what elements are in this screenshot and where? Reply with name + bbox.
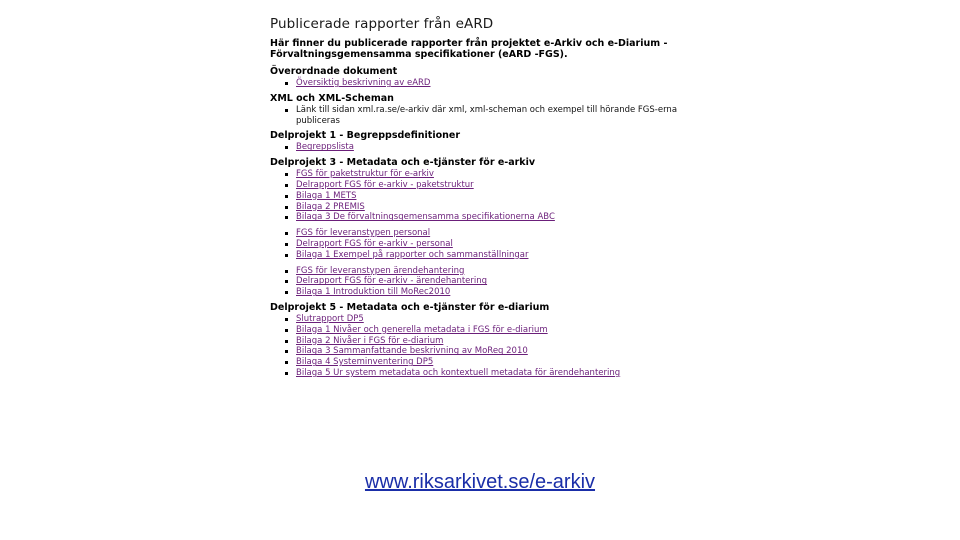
riksarkivet-e-arkiv-link[interactable]: www.riksarkivet.se/e-arkiv: [364, 471, 596, 493]
list-item: [284, 346, 706, 357]
report-list: [270, 169, 706, 223]
list-item: [284, 228, 706, 239]
report-link[interactable]: Bilaga 1 Introduktion till MoRec2010: [296, 287, 451, 298]
section-heading: Delprojekt 5 - Metadata och e-tjänster för e-diarium: [270, 301, 550, 313]
report-link[interactable]: Delrapport FGS för e-arkiv - paketstruktur: [296, 179, 474, 190]
list-item: [284, 78, 706, 89]
section-heading: Delprojekt 3 - Metadata och e-tjänster för e-arkiv: [270, 157, 536, 169]
list-item: [284, 250, 706, 261]
report-list: [270, 142, 706, 153]
report-link[interactable]: Slutrapport DP5: [296, 313, 364, 324]
report-link[interactable]: FGS för paketstruktur för e-arkiv: [296, 169, 434, 180]
report-list: [270, 228, 706, 260]
report-link[interactable]: FGS för leveranstypen personal: [296, 228, 431, 239]
report-link[interactable]: Bilaga 1 METS: [296, 190, 357, 201]
list-item: [284, 325, 706, 336]
intro-text: Här finner du publicerade rapporter från projektet e-Arkiv och e-Diarium - Förvaltningsgemensamma specifikationer (eARD -FGS).: [270, 38, 668, 60]
list-item: [284, 276, 706, 287]
list-item: [284, 191, 706, 202]
list-item: [284, 357, 706, 368]
list-item: [284, 202, 706, 213]
report-link[interactable]: Översiktig beskrivning av eARD: [296, 78, 431, 88]
report-link[interactable]: Bilaga 1 Nivåer och generella metadata i FGS för e-diarium: [296, 324, 548, 335]
list-item: [284, 169, 706, 180]
report-section: [270, 93, 706, 127]
section-heading: Överordnade dokument: [270, 66, 398, 77]
report-link[interactable]: Bilaga 3 Sammanfattande beskrivning av MoReq 2010: [296, 346, 528, 357]
list-item: [284, 142, 706, 153]
section-heading: XML och XML-Scheman: [270, 92, 394, 104]
list-item: [284, 336, 706, 347]
list-item: [284, 239, 706, 250]
report-section: [270, 130, 706, 153]
report-link[interactable]: Delrapport FGS för e-arkiv - personal: [296, 238, 453, 249]
report-link[interactable]: Bilaga 1 Exempel på rapporter och sammanställningar: [296, 249, 529, 260]
report-link[interactable]: Begreppslista: [296, 142, 354, 153]
list-item: [284, 314, 706, 325]
report-link[interactable]: Delrapport FGS för e-arkiv - ärendehantering: [296, 276, 488, 287]
report-link[interactable]: Bilaga 5 Ur system metadata och kontextuell metadata för ärendehantering: [296, 367, 621, 378]
report-text: Länk till sidan xml.ra.se/e-arkiv där xml, xml-scheman och exempel till hörande FGS-erna publiceras: [296, 104, 678, 126]
list-item: [284, 368, 706, 379]
list-item: [284, 287, 706, 298]
report-link[interactable]: FGS för leveranstypen ärendehantering: [296, 265, 465, 276]
report-link[interactable]: Bilaga 3 De förvaltningsgemensamma specifikationerna ABC: [296, 212, 555, 223]
report-sections: [266, 66, 706, 379]
report-link[interactable]: Bilaga 2 PREMIS: [296, 201, 365, 212]
report-list: [270, 105, 706, 127]
report-link[interactable]: Bilaga 4 Systeminventering DP5: [296, 357, 434, 368]
embedded-webpage-screenshot: [266, 16, 706, 383]
page-title: Publicerade rapporter från eARD: [270, 16, 494, 32]
list-item: [284, 212, 706, 223]
report-section: [270, 66, 706, 89]
report-list: [270, 314, 706, 379]
report-section: [270, 157, 706, 298]
section-heading: Delprojekt 1 - Begreppsdefinitioner: [270, 130, 461, 142]
report-section: [270, 302, 706, 379]
report-list: [270, 78, 706, 89]
report-list: [270, 266, 706, 298]
list-item: [284, 180, 706, 191]
list-item: [284, 266, 706, 277]
list-item: [284, 105, 706, 127]
report-link[interactable]: Bilaga 2 Nivåer i FGS för e-diarium: [296, 335, 444, 346]
